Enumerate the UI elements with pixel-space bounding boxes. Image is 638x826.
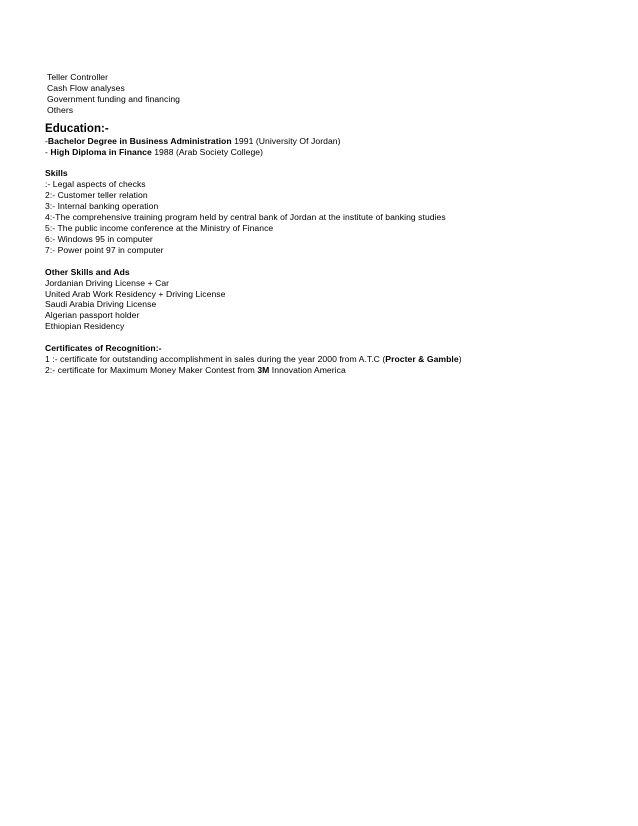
other-skill-item: Ethiopian Residency: [45, 321, 125, 332]
section-gap: [45, 256, 605, 267]
other-skill-item: United Arab Work Residency + Driving License: [45, 288, 226, 299]
skill-item: 5:- The public income conference at the Ministry of Finance: [45, 222, 274, 233]
education-degree: High Diploma in Finance: [50, 146, 152, 157]
education-detail: 1988 (Arab Society College): [151, 146, 264, 157]
other-skill-item: Saudi Arabia Driving License: [45, 299, 157, 310]
education-entry: [45, 147, 605, 158]
education-degree: Bachelor Degree in Business Administration: [47, 135, 232, 146]
skill-item: 7:- Power point 97 in computer: [45, 244, 164, 255]
other-skill-item: Jordanian Driving License + Car: [45, 277, 170, 288]
other-skills-heading: Other Skills and Ads: [45, 266, 130, 277]
education-prefix: -: [45, 135, 48, 146]
duty-item: Others: [47, 104, 74, 115]
skill-item: :- Legal aspects of checks: [45, 179, 146, 190]
certificate-end: ): [458, 354, 462, 365]
other-skills-list: [45, 278, 605, 333]
resume-page: [45, 72, 605, 376]
skills-list: [45, 179, 605, 255]
certificate-item: [45, 365, 605, 376]
skill-item: 2:- Customer teller relation: [45, 190, 148, 201]
skills-heading: Skills: [45, 168, 68, 179]
education-list: [45, 136, 605, 158]
skill-item: 6:- Windows 95 in computer: [45, 233, 153, 244]
certificate-text: 1 :- certificate for outstanding accomplishment in sales during the year 2000 from A.T.C (: [45, 354, 386, 365]
section-gap: [45, 332, 605, 343]
education-prefix: -: [45, 146, 51, 157]
duty-item: Teller Controller: [47, 72, 109, 82]
duty-item: Government funding and financing: [47, 93, 180, 104]
certificate-end: Innovation America: [269, 364, 346, 375]
education-heading: Education:-: [45, 122, 109, 135]
duties-list: [45, 72, 605, 116]
education-detail: 1991 (University Of Jordan): [231, 135, 341, 146]
certificates-list: [45, 354, 605, 376]
education-entry: [45, 136, 605, 147]
certificates-heading: Certificates of Recognition:-: [45, 343, 162, 354]
skill-item: 4:-The comprehensive training program held by central bank of Jordan at the institute of banking studies: [45, 212, 446, 223]
certificate-issuer: Procter & Gamble: [385, 354, 459, 365]
duty-item: Cash Flow analyses: [47, 82, 125, 93]
other-skill-item: Algerian passport holder: [45, 310, 140, 321]
certificate-item: [45, 354, 605, 365]
section-gap: [45, 157, 605, 168]
skill-item: 3:- Internal banking operation: [45, 201, 159, 212]
certificate-text: 2:- certificate for Maximum Money Maker Contest from: [45, 364, 258, 375]
certificate-issuer: 3M: [257, 364, 270, 375]
